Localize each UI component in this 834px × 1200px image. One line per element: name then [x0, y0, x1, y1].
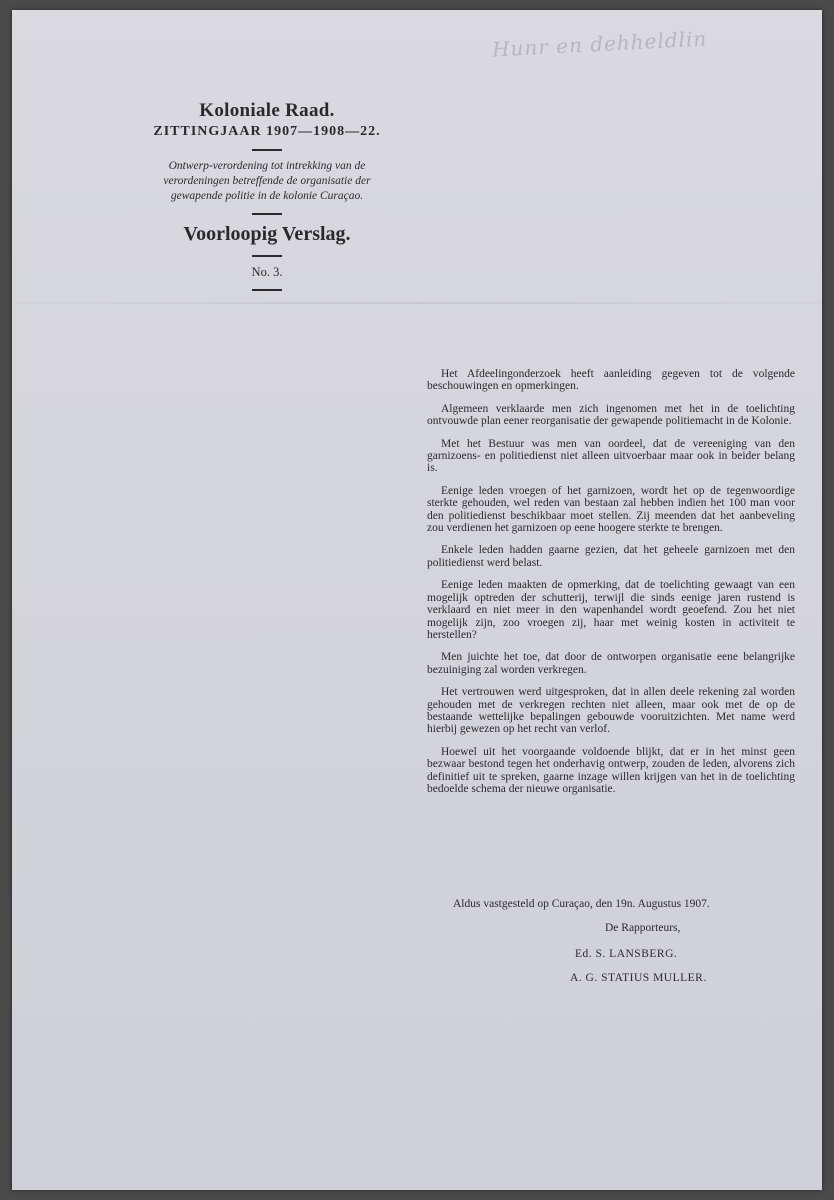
report-title: Voorloopig Verslag.	[183, 223, 351, 245]
signatory-name: Ed. S. LANSBERG.	[575, 948, 678, 960]
report-number: No. 3.	[251, 265, 283, 279]
divider-rule	[252, 213, 282, 215]
signoff-block	[427, 898, 795, 984]
body-paragraph: Met het Bestuur was men van oordeel, dat de vereeniging van den garnizoens- en politiedienst niet alleen uitvoerbaar maar ook in beider belang is.	[427, 437, 795, 475]
body-paragraph: Men juichte het toe, dat door de ontworpen organisatie eene belangrijke bezuiniging zal worden verkregen.	[427, 651, 795, 676]
council-title: Koloniale Raad.	[199, 100, 335, 121]
body-paragraph: Eenige leden vroegen of het garnizoen, wordt het op de tegenwoordige sterkte gehouden, wel reden van bestaan zal hebben indien het 100 man voor den politiedienst beschikbaar moet stellen. Zij meenden dat het aanbeveling zou verdienen het garnizoen op eene hoogere sterkte te brengen.	[427, 484, 795, 535]
pencil-annotation: Hunr en dehheldlin	[491, 26, 708, 62]
body-paragraph: Het vertrouwen werd uitgesproken, dat in allen deele rekening zal worden gehouden met de verkregen rechten niet alleen, maar ook met de op de bestaande wettelijke bepalingen gebouwde vooruitzichten. Met name werd hierbij gewezen op het recht van verlof.	[427, 686, 795, 736]
divider-rule	[252, 255, 282, 257]
date-line: Aldus vastgesteld op Curaçao, den 19n. Augustus 1907.	[453, 898, 710, 910]
document-page	[12, 10, 822, 1190]
divider-rule	[252, 149, 282, 151]
divider-rule	[252, 289, 282, 291]
rapporteurs-label: De Rapporteurs,	[605, 922, 681, 934]
session-year: ZITTINGJAAR 1907—1908—22.	[153, 124, 381, 139]
document-header	[132, 100, 402, 299]
signatory-name: A. G. STATIUS MULLER.	[570, 972, 707, 984]
report-body	[427, 368, 795, 805]
subject-line: Ontwerp-verordening tot intrekking van de verordeningen betreffende de organisatie der gewapende politie in de kolonie Curaçao.	[163, 160, 371, 202]
body-paragraph: Algemeen verklaarde men zich ingenomen met het in de toelichting ontvouwde plan eener reorganisatie der gewapende politiemacht in de Kolonie.	[427, 402, 795, 428]
paper-fold	[12, 302, 822, 304]
body-paragraph: Het Afdeelingonderzoek heeft aanleiding gegeven tot de volgende beschouwingen en opmerkingen.	[427, 368, 795, 393]
body-paragraph: Eenige leden maakten de opmerking, dat de toelichting gewaagt van een mogelijk optreden der schutterij, terwijl die sinds eenige jaren rustend is verklaard en niet meer in den wapenhandel wordt geoefend. Zou het niet mogelijk zijn, zoo vroegen zij, haar met weinig kosten in activiteit te herstellen?	[427, 579, 795, 641]
body-paragraph: Hoewel uit het voorgaande voldoende blijkt, dat er in het minst geen bezwaar bestond tegen het onderhavig ontwerp, zouden de leden, alvorens zich definitief uit te spreken, gaarne inzage willen krijgen van het in de toelichting bedoelde schema der nieuwe organisatie.	[427, 745, 795, 795]
body-paragraph: Enkele leden hadden gaarne gezien, dat het geheele garnizoen met den politiedienst werd belast.	[427, 544, 795, 569]
